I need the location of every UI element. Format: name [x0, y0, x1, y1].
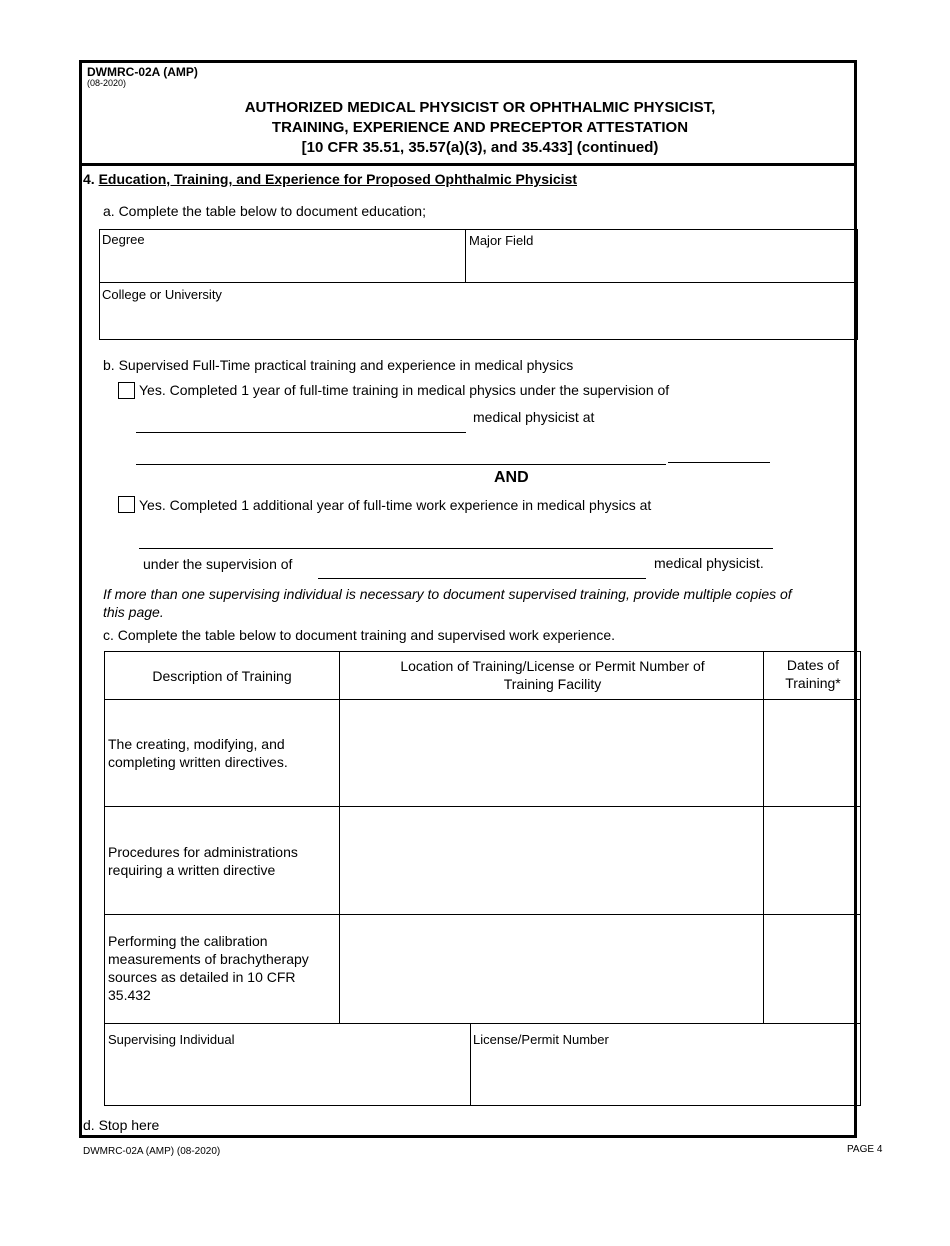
- college-label: College or University: [102, 287, 222, 302]
- form-id: DWMRC-02A (AMP): [87, 65, 198, 79]
- section-4-number: 4.: [83, 171, 95, 187]
- item-c-text: c. Complete the table below to document training and supervised work experience.: [103, 627, 616, 643]
- section-4-title: Education, Training, and Experience for Proposed Ophthalmic Physicist: [98, 171, 578, 187]
- major-field-label: Major Field: [469, 233, 534, 248]
- supervisor-table-bottom-border: [104, 1105, 861, 1106]
- item-a-text: a. Complete the table below to document education;: [103, 203, 426, 219]
- yes-training-checkbox[interactable]: [118, 382, 135, 399]
- and-label: AND: [494, 469, 529, 486]
- footer-page-number: PAGE 4: [847, 1144, 883, 1155]
- training-row-3-description: Performing the calibration measurements of brachytherapy sources as detailed in 10 CFR 35.432: [108, 933, 309, 1003]
- medical-physicist-text: medical physicist.: [654, 555, 764, 571]
- supervising-individual-field[interactable]: [106, 1050, 468, 1104]
- page-title: [120, 98, 840, 158]
- section-4-heading: [83, 171, 577, 187]
- training-table-col2-divider: [763, 651, 764, 1024]
- yes-experience-text: Yes. Completed 1 additional year of full-time work experience in medical physics at: [139, 497, 652, 513]
- degree-field[interactable]: [101, 250, 463, 280]
- degree-label: Degree: [102, 232, 145, 247]
- college-field[interactable]: [101, 305, 856, 338]
- major-field-input[interactable]: [467, 250, 856, 280]
- multiple-supervisors-note: If more than one supervising individual is necessary to document supervised training, provide multiple copies of this page.: [103, 586, 792, 620]
- training-row-2-description: Procedures for administrations requiring a written directive: [108, 844, 298, 878]
- supervising-individual-label: Supervising Individual: [108, 1032, 235, 1047]
- training-table-header-divider: [104, 699, 861, 700]
- experience-supervisor-line[interactable]: [318, 578, 646, 579]
- education-table-divider: [99, 282, 858, 283]
- training-row-2-location-field[interactable]: [341, 808, 762, 913]
- header-divider: [79, 163, 857, 166]
- title-line-1: AUTHORIZED MEDICAL PHYSICIST OR OPHTHALMIC PHYSICIST,: [244, 99, 716, 116]
- col-dates-header: Dates of Training*: [785, 657, 841, 691]
- footer-form-id: DWMRC-02A (AMP) (08-2020): [83, 1146, 221, 1157]
- facility-line[interactable]: [136, 464, 666, 465]
- training-row-1-dates-field[interactable]: [765, 701, 860, 805]
- supervisor-table-right-border: [860, 1024, 861, 1106]
- yes-training-text: Yes. Completed 1 year of full-time training in medical physics under the supervision of: [139, 382, 670, 398]
- training-row-2-dates-field[interactable]: [765, 808, 860, 913]
- col-description-header: Description of Training: [152, 668, 292, 684]
- physicist-at-text: medical physicist at: [473, 409, 595, 425]
- col-location-header: Location of Training/License or Permit Number of Training Facility: [400, 658, 705, 692]
- training-row-3-location-field[interactable]: [341, 916, 762, 1023]
- form-date: (08-2020): [87, 78, 127, 88]
- title-line-3: [10 CFR 35.51, 35.57(a)(3), and 35.433] (continued): [301, 139, 659, 156]
- supervisor-name-line[interactable]: [136, 432, 466, 433]
- supervisor-table-left-border: [104, 1024, 105, 1106]
- under-supervision-text: under the supervision of: [143, 556, 293, 572]
- item-b-text: b. Supervised Full-Time practical training and experience in medical physics: [103, 357, 574, 373]
- title-line-2: TRAINING, EXPERIENCE AND PRECEPTOR ATTESTATION: [271, 119, 689, 136]
- supervisor-table-col-divider: [470, 1024, 471, 1106]
- training-row-3-dates-field[interactable]: [765, 916, 860, 1023]
- yes-experience-checkbox[interactable]: [118, 496, 135, 513]
- experience-location-line[interactable]: [139, 548, 773, 549]
- license-permit-field[interactable]: [472, 1050, 859, 1104]
- training-table-row2-divider: [104, 914, 861, 915]
- education-table-col-divider: [465, 229, 466, 283]
- training-row-1-description: The creating, modifying, and completing written directives.: [108, 736, 288, 770]
- training-table-row1-divider: [104, 806, 861, 807]
- license-permit-label: License/Permit Number: [473, 1032, 609, 1047]
- item-d-text: d. Stop here: [83, 1117, 160, 1133]
- training-table-col1-divider: [339, 651, 340, 1024]
- facility-line-extension: [668, 462, 770, 463]
- training-row-1-location-field[interactable]: [341, 701, 762, 805]
